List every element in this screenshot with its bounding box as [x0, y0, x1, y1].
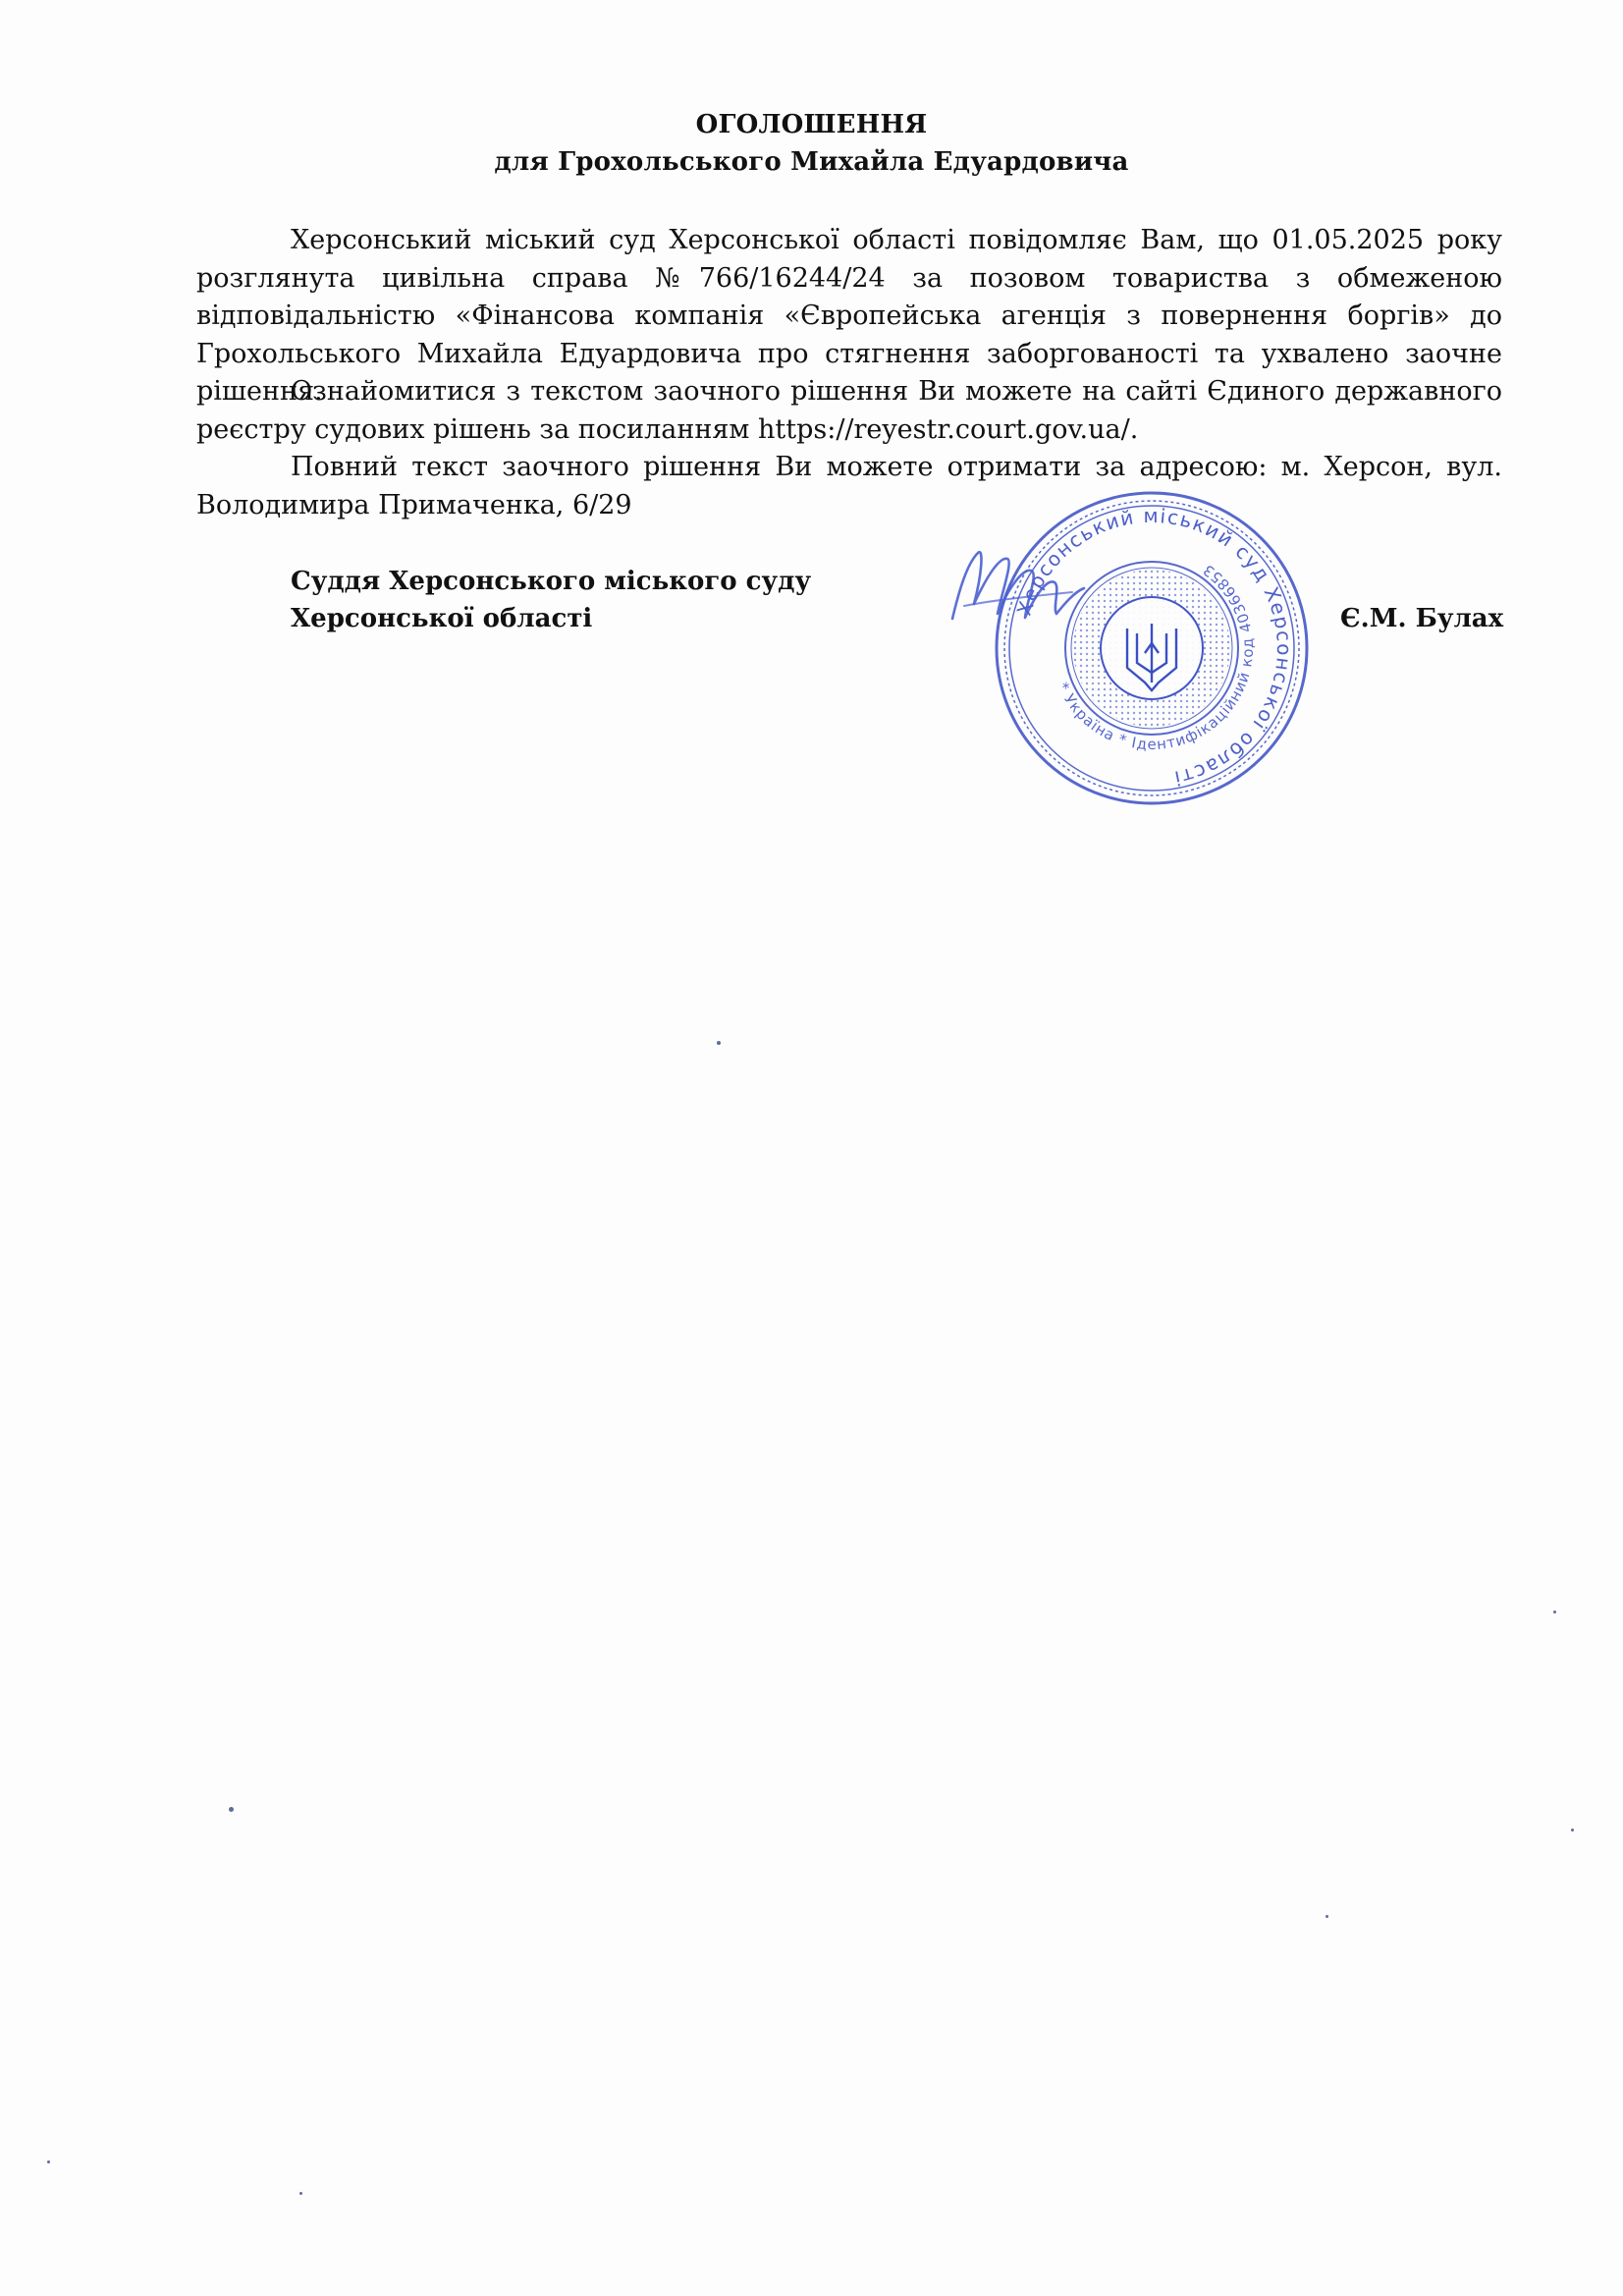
judge-position-line2: Херсонської області	[291, 604, 593, 633]
paragraph-registry-link: Ознайомитися з текстом заочного рішення Ви можете на сайті Єдиного державного реєстру судових рішень за посиланням https://reyestr.court.gov.ua/.	[196, 376, 1502, 445]
scan-speck	[229, 1807, 234, 1812]
scan-speck	[1571, 1829, 1574, 1831]
paragraph-address: Повний текст заочного рішення Ви можете отримати за адресою: м. Херсон, вул. Володимира Примаченка, 6/29	[196, 452, 1502, 520]
judge-name: Є.М. Булах	[1340, 604, 1504, 633]
judge-signature	[945, 535, 1092, 643]
paragraph-notice: Херсонський міський суд Херсонської області повідомляє Вам, що 01.05.2025 року розглянута цивільна справа №766/16244/24 за позовом товариства з обмеженою відповідальністю «Фінансова компанія «Європейська агенція з повернення боргів» до Грохольського Михайла Едуардовича про стягнення заборгованості та ухвалено заочне рішення.	[196, 225, 1502, 407]
document-title: ОГОЛОШЕННЯ	[695, 110, 928, 139]
svg-text:* Україна * Ідентифікаційний к: * Україна * Ідентифікаційний код 40366853	[1054, 560, 1258, 754]
scan-speck	[717, 1041, 721, 1045]
document-subtitle: для Грохольського Михайла Едуардовича	[494, 147, 1129, 177]
judge-position	[291, 563, 811, 637]
scan-speck	[299, 2192, 302, 2195]
scan-speck	[1553, 1611, 1556, 1613]
scan-speck	[1325, 1915, 1328, 1918]
judge-position-line1: Суддя Херсонського міського суду	[291, 567, 812, 596]
svg-text:Херсонський міський суд Херсон: Херсонський міський суд Херсонської області	[1011, 503, 1297, 791]
scan-speck	[47, 2160, 50, 2163]
